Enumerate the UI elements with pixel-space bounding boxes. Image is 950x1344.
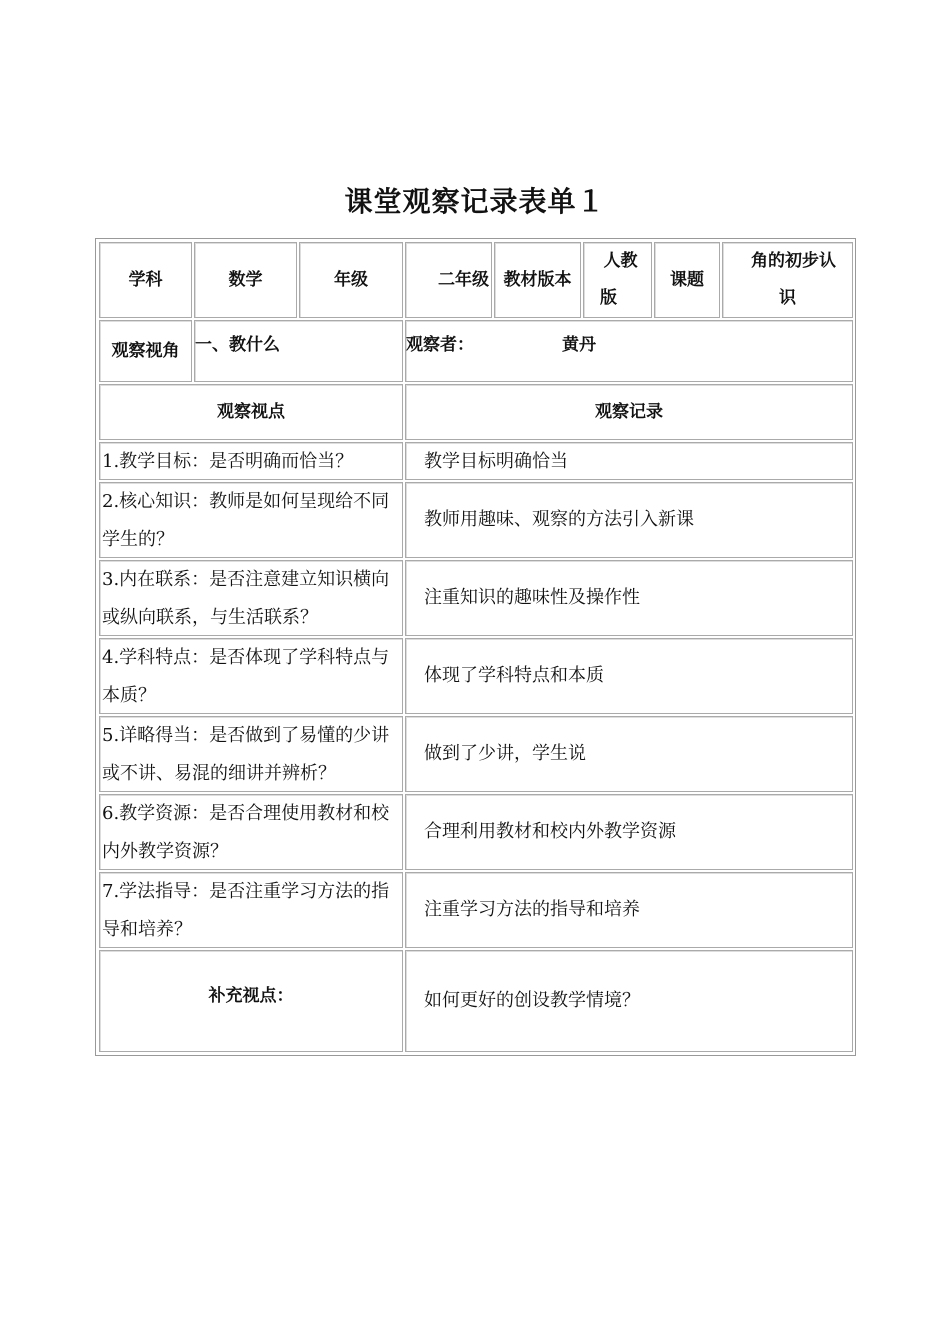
textbook-label: 教材版本: [494, 242, 581, 318]
grade-label: 年级: [299, 242, 403, 318]
point-text-line1: 6.教学资源：是否合理使用教材和校: [102, 803, 390, 824]
point-text-line2: 学生的？: [102, 529, 174, 550]
point-text-line2: 导和培养？: [102, 919, 192, 940]
table-row-point: [99, 716, 403, 792]
table-row-record: 合理利用教材和校内外教学资源: [405, 794, 853, 870]
table-row-point: [99, 482, 403, 558]
point-text-line2: 内外教学资源？: [102, 841, 228, 862]
table-row-point: [99, 794, 403, 870]
subject-label: 学科: [99, 242, 192, 318]
point-text-line2: 或纵向联系，与生活联系？: [102, 607, 318, 628]
topic-label: 课题: [654, 242, 720, 318]
subject-value: 数学: [194, 242, 297, 318]
observation-table: [95, 238, 856, 1056]
topic-value-line1: 角的初步认: [751, 251, 836, 271]
table-row-point: [99, 560, 403, 636]
supplement-label: 补充视点：: [99, 950, 403, 1052]
column-header-records: 观察记录: [405, 384, 853, 440]
page-title: 课堂观察记录表单１: [344, 185, 606, 218]
table-row-record: 注重学习方法的指导和培养: [405, 872, 853, 948]
point-text-line2: 本质？: [102, 685, 156, 706]
table-row-record: 注重知识的趣味性及操作性: [405, 560, 853, 636]
point-text: 1.教学目标：是否明确而恰当？: [102, 451, 354, 472]
point-text-line1: 2.核心知识：教师是如何呈现给不同: [102, 491, 390, 512]
table-row-point: [99, 442, 403, 480]
table-row-point: [99, 638, 403, 714]
table-row-point: [99, 872, 403, 948]
point-text-line1: 3.内在联系：是否注意建立知识横向: [102, 569, 390, 590]
topic-value-line2: 识: [779, 288, 796, 308]
table-row-record: 教师用趣味、观察的方法引入新课: [405, 482, 853, 558]
point-text-line2: 或不讲、易混的细讲并辨析？: [102, 763, 336, 784]
grade-value: 二年级: [405, 242, 492, 318]
table-row-record: 教学目标明确恰当: [405, 442, 853, 480]
point-text-line1: 5.详略得当：是否做到了易懂的少讲: [102, 725, 390, 746]
column-header-points: 观察视点: [99, 384, 403, 440]
point-text-line1: 4.学科特点：是否体现了学科特点与: [102, 647, 390, 668]
supplement-record: 如何更好的创设教学情境？: [405, 950, 853, 1052]
topic-value: [722, 242, 853, 318]
observer-name: 黄丹: [562, 335, 596, 355]
perspective-label: 观察视角: [99, 320, 192, 382]
table-row-record: 体现了学科特点和本质: [405, 638, 853, 714]
point-text-line1: 7.学法指导：是否注重学习方法的指: [102, 881, 390, 902]
textbook-value: [583, 242, 652, 318]
observer-cell: [405, 320, 853, 382]
observer-label: 观察者：: [406, 335, 474, 355]
textbook-value-line1: 人教: [603, 251, 638, 271]
table-row-record: 做到了少讲，学生说: [405, 716, 853, 792]
textbook-value-line2: 版: [600, 288, 617, 308]
perspective-value: 一、教什么: [194, 320, 403, 382]
